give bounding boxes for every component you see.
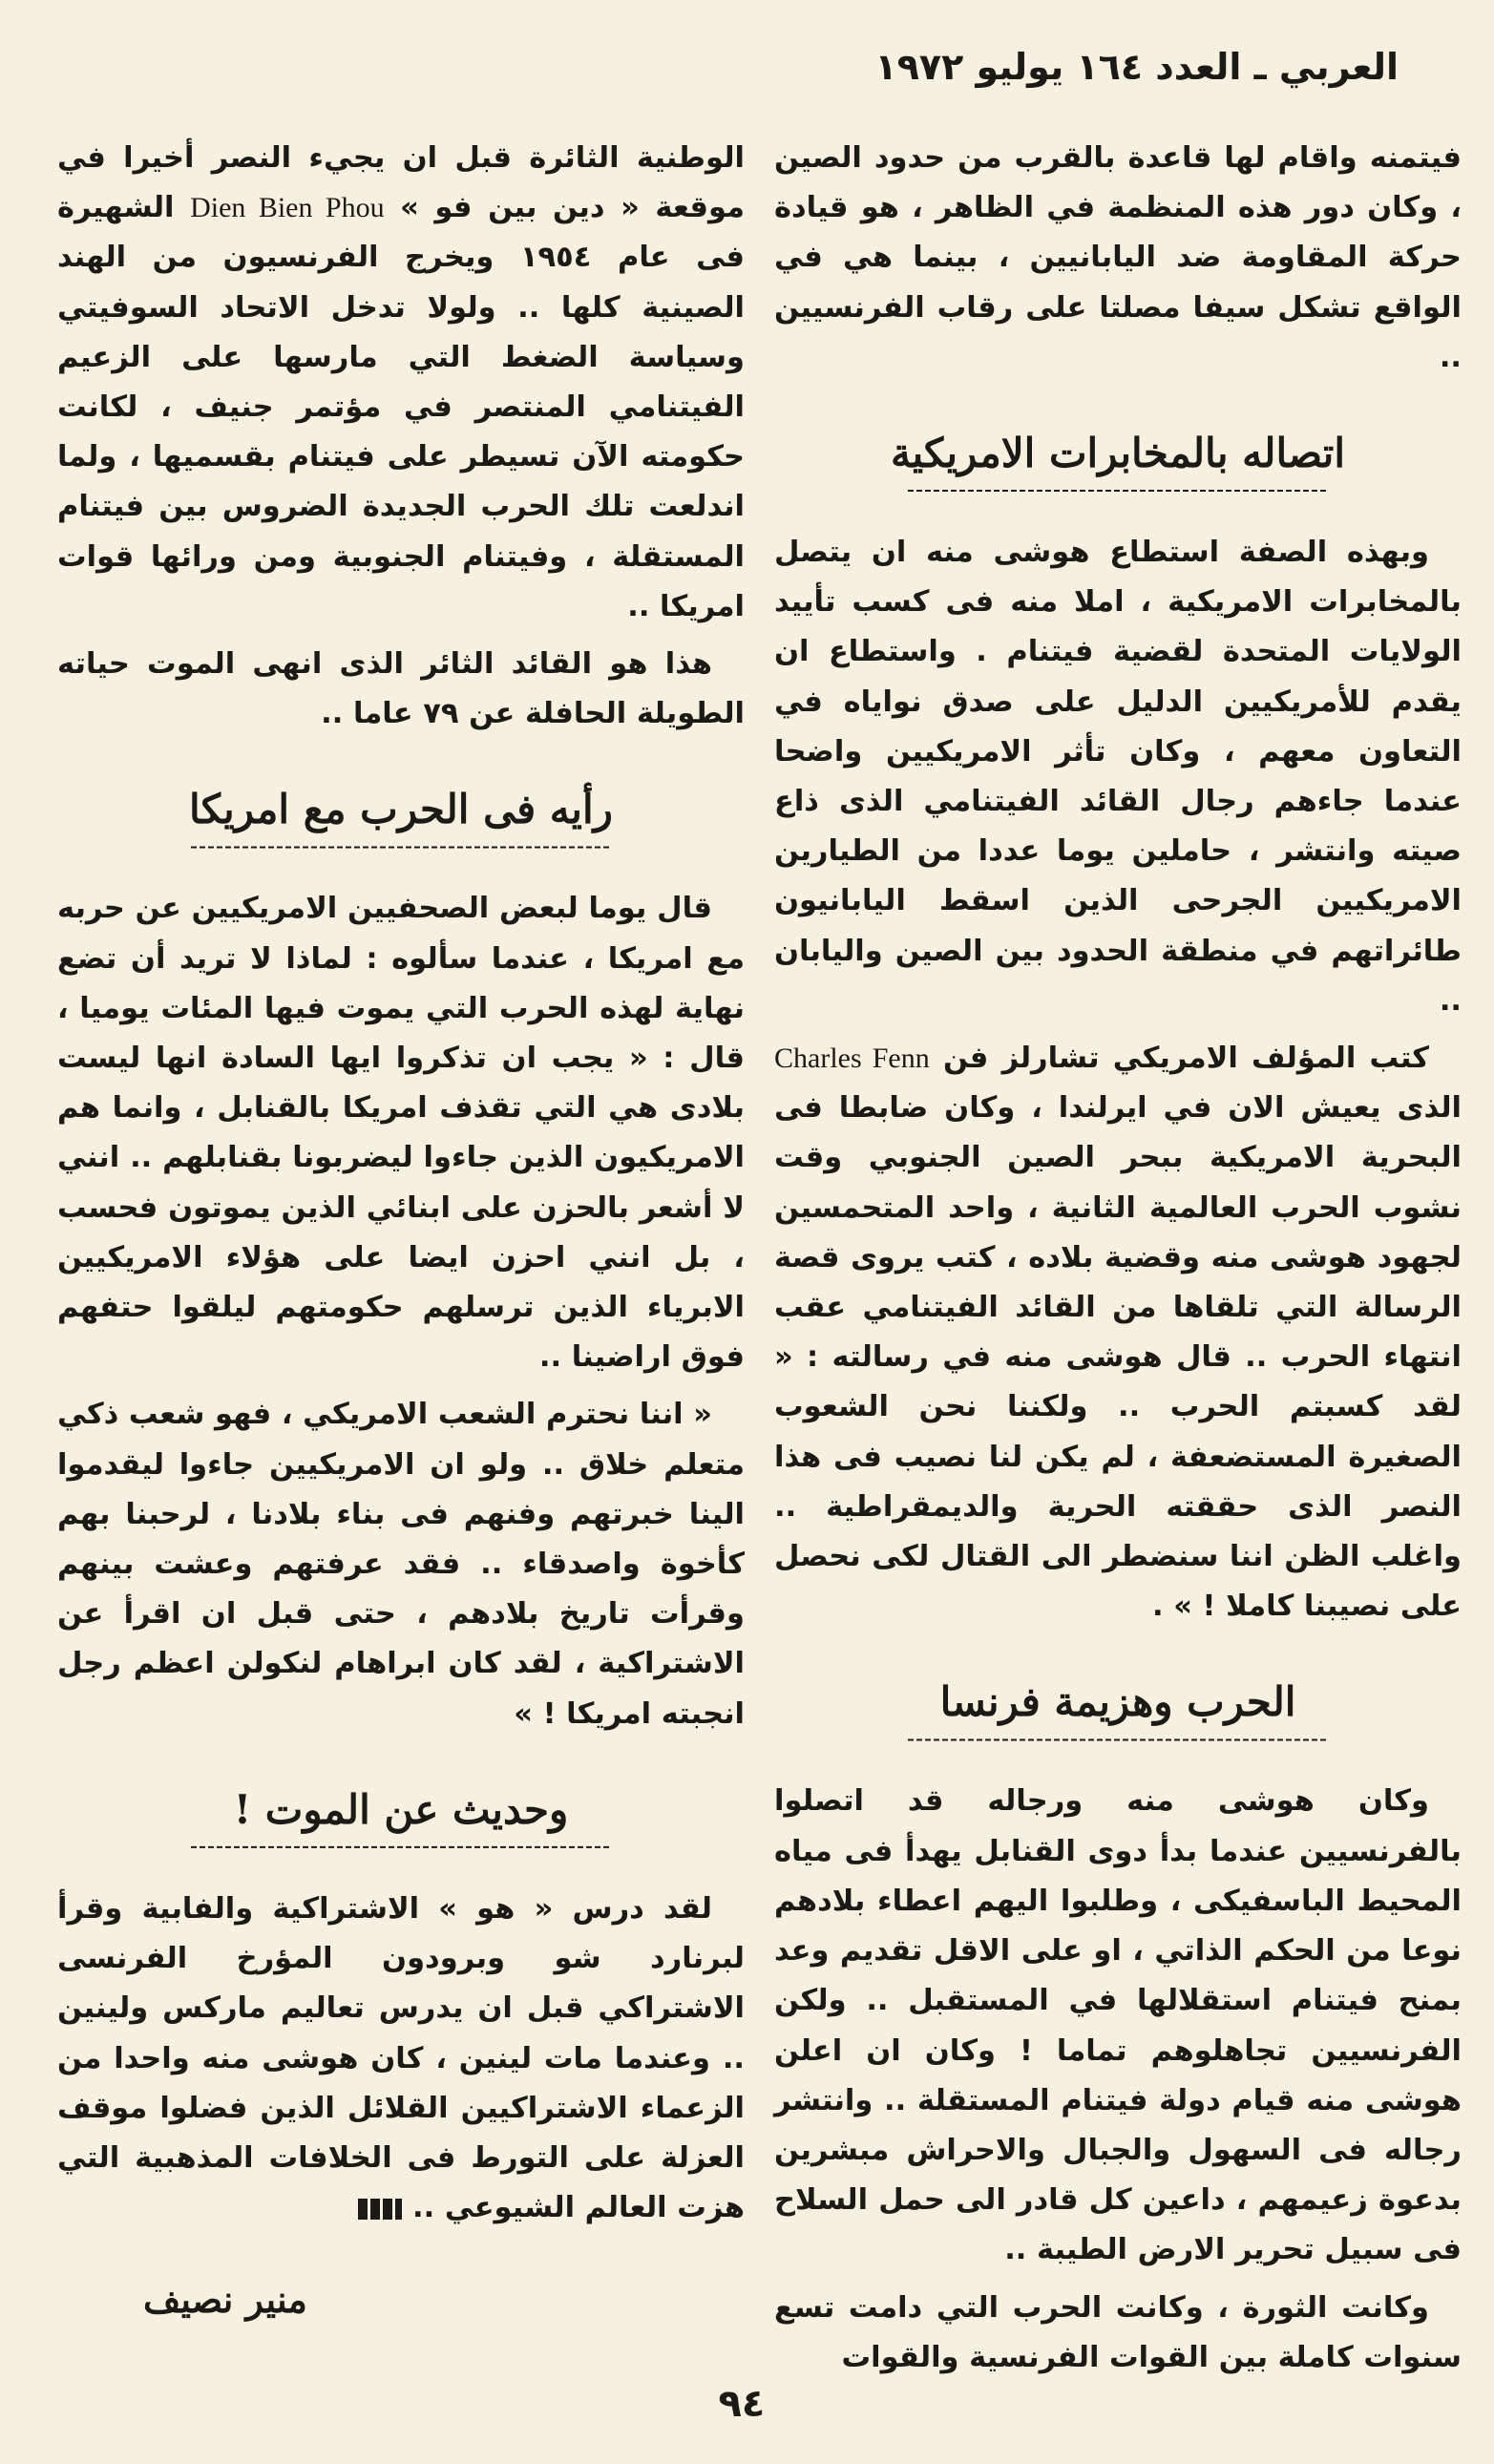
paragraph-text: الذى يعيش الان في ايرلندا ، وكان ضابطا فى البحرية الامريكية ببحر الصين الجنوبي وقت نشوب الحرب العالمية الثانية ، واحد المتحمسين لجهود هوشى منه وقضية بلاده ، كتب يروى قصة الرسالة التي تلقاها من القائد الفيتنامي عقب انتهاء الحرب .. قال هوشى منه في رسالته : « لقد كسبتم الحرب .. ولكننا نحن الشعوب الصغيرة المستضعفة ، لم يكن لنا نصيب فى هذا النصر الذى حققته الحرية والديمقراطية .. واغلب الظن اننا سنضطر الى القتال لكى نحصل على نصيبنا كاملا ! » . (774, 1091, 1462, 1624)
paragraph (774, 1034, 1462, 1632)
paragraph-text: كتب المؤلف الامريكي تشارلز فن (942, 1042, 1430, 1076)
section-heading: وحديث عن الموت ! (57, 1783, 745, 1852)
paragraph: وكان هوشى منه ورجاله قد اتصلوا بالفرنسيين عندما بدأ دوى القنابل يهدأ فى مياه المحيط الباسفيكى ، وطلبوا اليهم اعطاء بلادهم نوعا من الحكم الذاتي ، او على الاقل تقديم وعد بمنح فيتنام استقلالها في المستقبل .. ولكن الفرنسيين تجاهلوهم تماما ! وكان ان اعلن هوشى منه قيام دولة فيتنام المستقلة .. وانتشر رجاله فى السهول والجبال والاحراش مبشرين بدعوة زعيمهم ، داعين كل قادر الى حمل السلاح فى سبيل تحرير الارض الطيبة .. (774, 1784, 1462, 2267)
paragraph: فيتمنه واقام لها قاعدة بالقرب من حدود الصين ، وكان دور هذه المنظمة في الظاهر ، هو قيادة حركة المقاومة ضد اليابانيين ، بينما هي في الواقع تشكل سيفا مصلتا على رقاب الفرنسيين .. (774, 141, 1462, 374)
paragraph-text: لقد درس « هو » الاشتراكية والفابية وقرأ لبرنارد شو وبرودون المؤرخ الفرنسى الاشتراكي قبل ان يدرس تعاليم ماركس ولينين .. وعندما مات لينين ، كان هوشى منه واحدا من الزعماء الاشتراكيين القلائل الذين فضلوا موقف العزلة على التورط فى الخلافات المذهبية التي هزت العالم الشيوعي .. (57, 1891, 745, 2225)
section-heading: الحرب وهزيمة فرنسا (774, 1675, 1462, 1744)
paragraph-text: الوطنية الثائرة قبل ان يجيء النصر أخيرا في موقعة « دين بين فو » (57, 141, 746, 225)
left-column (57, 134, 745, 2326)
paragraph (57, 134, 745, 632)
right-column (774, 134, 1462, 2390)
paragraph: وكانت الثورة ، وكانت الحرب التي دامت تسع سنوات كاملة بين القوات الفرنسية والقوات (774, 2290, 1462, 2374)
page-number: ٩٤ (718, 2382, 766, 2426)
section-heading: رأيه فى الحرب مع امريكا (57, 783, 745, 852)
paragraph: قال يوما لبعض الصحفيين الامريكيين عن حربه مع امريكا ، عندما سألوه : لماذا لا تريد أن تضع نهاية لهذه الحرب التي يموت فيها المئات يوميا ، قال : « يجب ان تذكروا ايها السادة انها ليست بلادى هي التي تقذف امريكا بالقنابل ، وانما هم الامريكيون الذين جاءوا ليضربونا بقنابلهم .. انني لا أشعر بالحزن على ابنائي الذين يموتون فحسب ، بل انني احزن ايضا على هؤلاء الامريكيين الابرياء الذين ترسلهم حكومتهم ليلقوا حتفهم فوق اراضينا .. (57, 892, 745, 1375)
end-mark-icon (358, 2199, 402, 2220)
paragraph: هذا هو القائد الثائر الذى انهى الموت حياته الطويلة الحافلة عن ٧٩ عاما .. (57, 647, 745, 731)
paragraph (57, 1885, 745, 2233)
author-signature: منير نصيف (143, 2278, 307, 2322)
latin-name: Charles Fenn (774, 1042, 930, 1075)
paragraph: « اننا نحترم الشعب الامريكي ، فهو شعب ذكي متعلم خلاق .. ولو ان الامريكيين جاءوا ليقدموا الينا خبرتهم وفنهم فى بناء بلادنا ، لرحبنا بهم كأخوة واصدقاء .. فقد عرفتهم وعشت بينهم وقرأت تاريخ بلادهم ، حتى قبل ان اقرأ عن الاشتراكية ، لقد كان ابراهام لنكولن اعظم رجل انجبته امريكا ! » (57, 1398, 745, 1731)
paragraph: وبهذه الصفة استطاع هوشى منه ان يتصل بالمخابرات الامريكية ، املا منه فى كسب تأييد الولايات المتحدة لقضية فيتنام . واستطاع ان يقدم للأمريكيين الدليل على صدق نواياه في التعاون معهم ، وكان تأثر الامريكيين واضحا عندما جاءهم رجال القائد الفيتنامي الذى ذاع صيته وانتشر ، حاملين يوما عددا من الطيارين الامريكيين الجرحى الذين اسقط اليابانيون طائراتهم في منطقة الحدود بين الصين واليابان .. (774, 536, 1462, 1018)
latin-name: Dien Bien Phou (190, 192, 385, 224)
section-heading: اتصاله بالمخابرات الامريكية (774, 427, 1462, 495)
paragraph-text: الشهيرة فى عام ١٩٥٤ ويخرج الفرنسيون من الهند الصينية كلها .. ولولا تدخل الاتحاد السوفيتي وسياسة الضغط التي مارسها على الزعيم الفيتنامي المنتصر في مؤتمر جنيف ، لكانت حكومته الآن تسيطر على فيتنام بقسميها ، ولما اندلعت تلك الحرب الجديدة الضروس بين فيتنام المستقلة ، وفيتنام الجنوبية ومن ورائها قوات امريكا .. (57, 191, 745, 623)
running-header: العربي ـ العدد ١٦٤ يوليو ١٩٧٢ (874, 46, 1399, 88)
